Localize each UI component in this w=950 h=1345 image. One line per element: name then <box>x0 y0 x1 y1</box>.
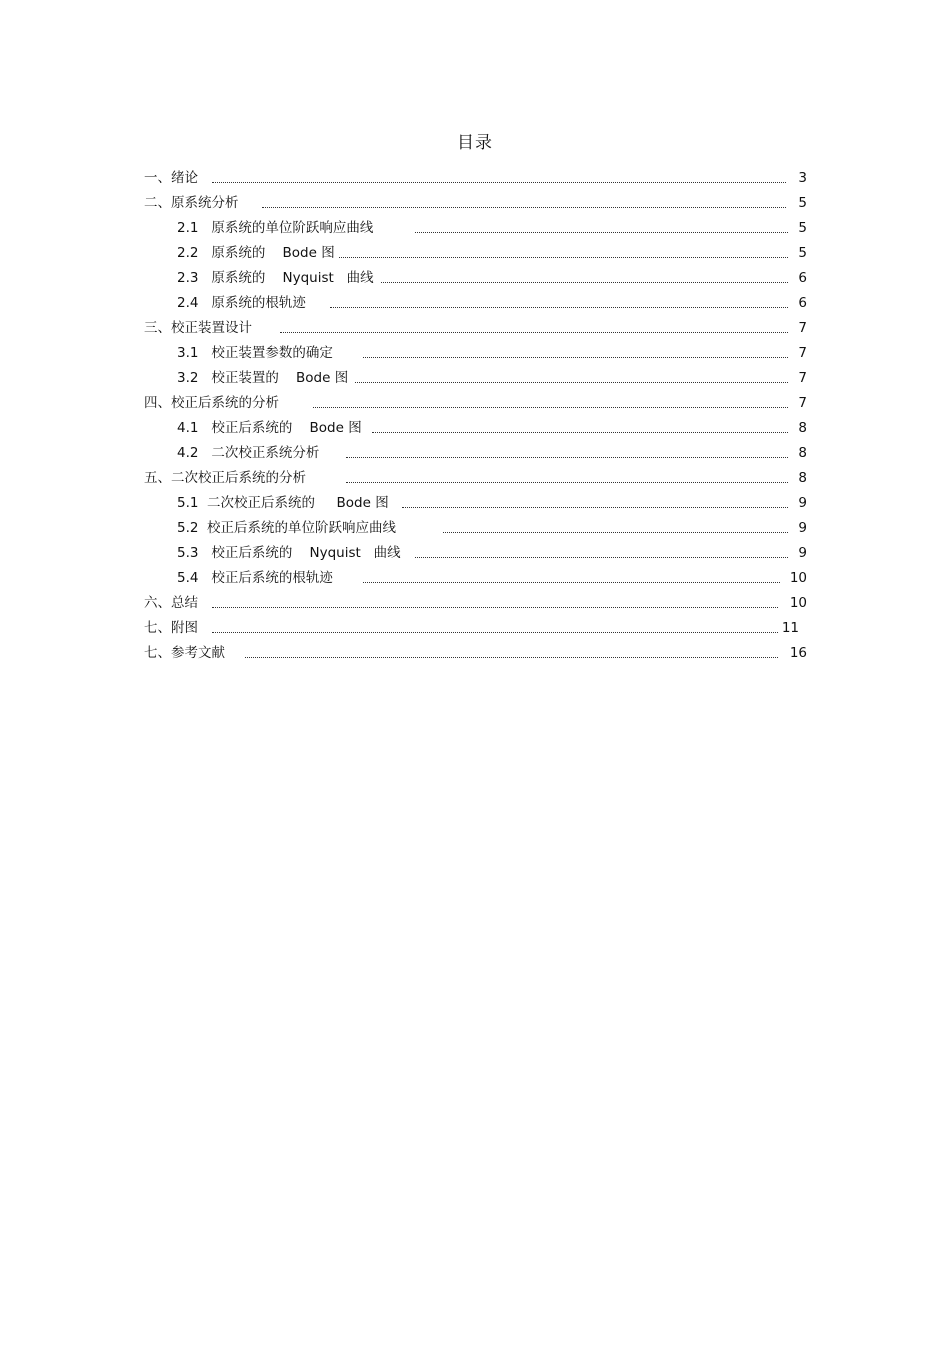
toc-entry-label: 5.2 校正后系统的单位阶跃响应曲线 <box>177 520 397 536</box>
toc-entry-page: 6 <box>798 270 807 286</box>
toc-entry-label: 4.2 二次校正系统分析 <box>177 445 320 461</box>
toc-entry-page: 16 <box>789 645 807 661</box>
toc-entry-page: 11 <box>781 620 799 636</box>
toc-entry-label: 三、校正装置设计 <box>144 320 252 336</box>
toc-entry-page: 8 <box>798 420 807 436</box>
toc-leader <box>415 232 788 233</box>
toc-entry[interactable] <box>0 541 950 566</box>
toc-entry-page: 5 <box>798 220 807 236</box>
toc-leader <box>212 632 778 633</box>
toc-entry-page: 7 <box>798 320 807 336</box>
toc-entry-page: 5 <box>798 245 807 261</box>
toc-entry[interactable] <box>0 241 950 266</box>
toc-entry-label: 五、二次校正后系统的分析 <box>144 470 306 486</box>
toc-entry[interactable] <box>0 191 950 216</box>
toc-entry-label: 5.4 校正后系统的根轨迹 <box>177 570 333 586</box>
toc-entry-page: 10 <box>789 570 807 586</box>
toc-leader <box>262 207 786 208</box>
toc-entry[interactable] <box>0 466 950 491</box>
toc-entry-page: 8 <box>798 470 807 486</box>
toc-entry-label: 4.1 校正后系统的 Bode 图 <box>177 420 362 436</box>
toc-leader <box>363 357 788 358</box>
toc-entry-label: 3.1 校正装置参数的确定 <box>177 345 333 361</box>
toc-entry[interactable] <box>0 366 950 391</box>
toc-entry-page: 9 <box>798 520 807 536</box>
toc-entry-page: 6 <box>798 295 807 311</box>
toc-entry-label: 2.1 原系统的单位阶跃响应曲线 <box>177 220 374 236</box>
toc-entry[interactable] <box>0 266 950 291</box>
toc-leader <box>245 657 778 658</box>
toc-entry-label: 二、原系统分析 <box>144 195 239 211</box>
toc-entry-label: 七、附图 <box>144 620 198 636</box>
toc-entry-page: 9 <box>798 545 807 561</box>
toc-leader <box>443 532 788 533</box>
toc-entry-label: 3.2 校正装置的 Bode 图 <box>177 370 349 386</box>
toc-entry-label: 七、参考文献 <box>144 645 225 661</box>
toc-leader <box>212 607 778 608</box>
toc-entry[interactable] <box>0 441 950 466</box>
toc-entry-page: 8 <box>798 445 807 461</box>
toc-entry[interactable] <box>0 166 950 191</box>
toc-leader <box>280 332 788 333</box>
toc-entry-label: 5.3 校正后系统的 Nyquist 曲线 <box>177 545 401 561</box>
toc-entry[interactable] <box>0 391 950 416</box>
toc-entry-label: 2.3 原系统的 Nyquist 曲线 <box>177 270 374 286</box>
toc-entry[interactable] <box>0 641 950 666</box>
toc-leader <box>363 582 780 583</box>
toc-entry[interactable] <box>0 591 950 616</box>
toc-leader <box>330 307 788 308</box>
toc-entry[interactable] <box>0 516 950 541</box>
toc-entry[interactable] <box>0 416 950 441</box>
toc-leader <box>346 482 788 483</box>
toc-entry[interactable] <box>0 341 950 366</box>
toc-entry-page: 7 <box>798 345 807 361</box>
toc-leader <box>415 557 788 558</box>
toc-entry-label: 一、绪论 <box>144 170 198 186</box>
toc-entry[interactable] <box>0 491 950 516</box>
toc-entry-label: 2.2 原系统的 Bode 图 <box>177 245 335 261</box>
toc-entry-page: 3 <box>798 170 807 186</box>
toc-leader <box>313 407 788 408</box>
toc-entry[interactable] <box>0 291 950 316</box>
toc-leader <box>339 257 788 258</box>
toc-entry-label: 六、总结 <box>144 595 198 611</box>
toc-entry[interactable] <box>0 316 950 341</box>
toc-leader <box>355 382 788 383</box>
toc-leader <box>212 182 786 183</box>
toc-entry-label: 5.1 二次校正后系统的 Bode 图 <box>177 495 389 511</box>
toc-leader <box>381 282 788 283</box>
toc-leader <box>372 432 788 433</box>
toc-leader <box>402 507 788 508</box>
toc-title: 目录 <box>457 133 493 153</box>
toc-entry-label: 2.4 原系统的根轨迹 <box>177 295 306 311</box>
toc-entry-page: 5 <box>798 195 807 211</box>
toc-entry-page: 9 <box>798 495 807 511</box>
toc-entry-page: 7 <box>798 395 807 411</box>
toc-entry-page: 10 <box>789 595 807 611</box>
toc-entry[interactable] <box>0 216 950 241</box>
toc-leader <box>346 457 788 458</box>
toc-entry-label: 四、校正后系统的分析 <box>144 395 279 411</box>
toc-entry-page: 7 <box>798 370 807 386</box>
toc-entry[interactable] <box>0 616 950 641</box>
toc-entry[interactable] <box>0 566 950 591</box>
